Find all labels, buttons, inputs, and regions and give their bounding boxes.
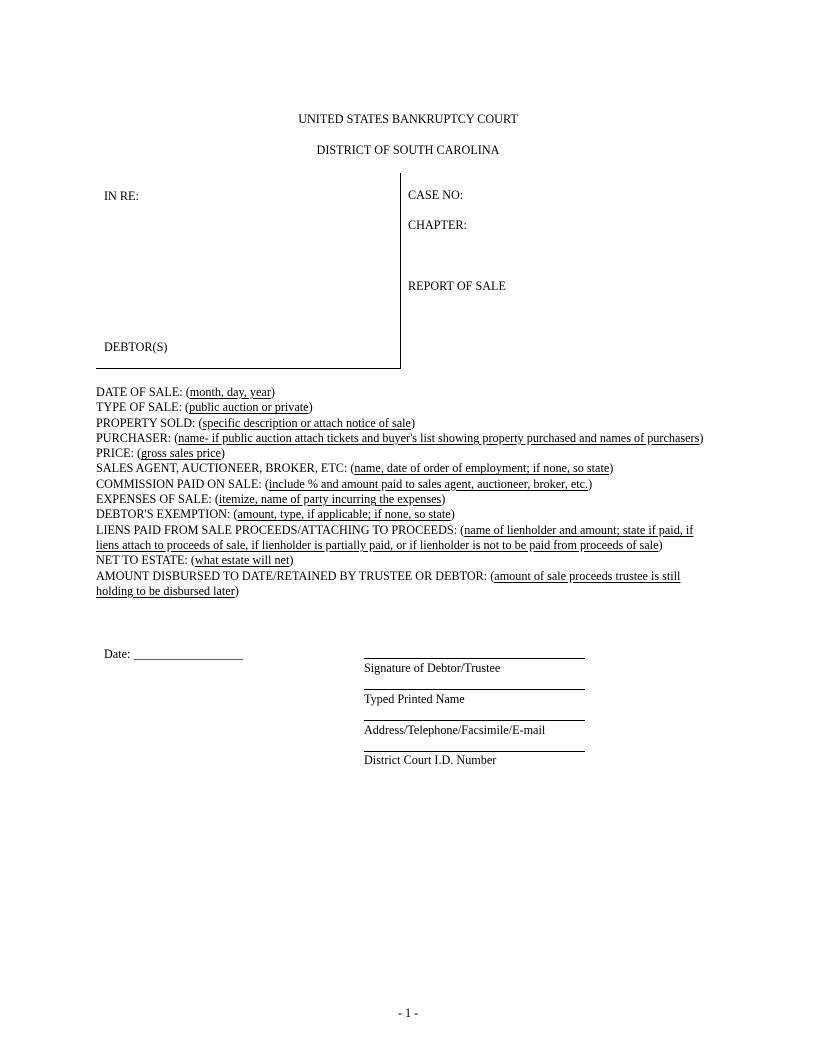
caption-vertical-rule bbox=[400, 173, 401, 369]
field-price: PRICE: (gross sales price) bbox=[96, 446, 225, 461]
caption-horizontal-rule bbox=[96, 368, 401, 369]
date-field: Date: __________________ bbox=[104, 647, 244, 661]
chapter-label: CHAPTER: bbox=[408, 218, 467, 232]
field-property-sold: PROPERTY SOLD: (specific description or attach notice of sale) bbox=[96, 415, 416, 430]
report-fields bbox=[96, 385, 718, 599]
field-amount-disbursed: AMOUNT DISBURSED TO DATE/RETAINED BY TRUSTEE OR DEBTOR: (amount of sale proceeds trustee is still holding to be disbursed later) bbox=[96, 568, 681, 598]
field-commission: COMMISSION PAID ON SALE: (include % and amount paid to sales agent, auctioneer, broker, etc.) bbox=[96, 476, 593, 491]
printed-name-line bbox=[364, 689, 585, 690]
field-purchaser: PURCHASER: (name- if public auction attach tickets and buyer's list showing property purchased and names of purchasers) bbox=[96, 430, 704, 445]
field-sales-agent: SALES AGENT, AUCTIONEER, BROKER, ETC: (name, date of order of employment; if none, so state) bbox=[96, 461, 614, 476]
contact-label: Address/Telephone/Facsimile/E-mail bbox=[364, 723, 546, 737]
court-name: UNITED STATES BANKRUPTCY COURT bbox=[298, 112, 518, 126]
signature-label: Signature of Debtor/Trustee bbox=[364, 661, 501, 675]
debtors-label: DEBTOR(S) bbox=[104, 340, 168, 354]
signature-line bbox=[364, 658, 585, 659]
contact-line bbox=[364, 720, 585, 721]
in-re-label: IN RE: bbox=[104, 189, 139, 203]
field-type-of-sale: TYPE OF SALE: (public auction or private) bbox=[96, 400, 313, 415]
court-id-label: District Court I.D. Number bbox=[364, 753, 497, 767]
field-net-to-estate: NET TO ESTATE: (what estate will net) bbox=[96, 553, 294, 568]
court-id-line bbox=[364, 751, 585, 752]
field-liens: LIENS PAID FROM SALE PROCEEDS/ATTACHING TO PROCEEDS: (name of lienholder and amount; state if paid, if liens attach to proceeds of sale, if lienholder is partially paid, or if lienholder is not to be paid from proceeds of sale) bbox=[96, 522, 694, 552]
district-name: DISTRICT OF SOUTH CAROLINA bbox=[316, 143, 500, 157]
field-expenses: EXPENSES OF SALE: (itemize, name of party incurring the expenses) bbox=[96, 492, 446, 507]
field-debtor-exemption: DEBTOR'S EXEMPTION: (amount, type, if applicable; if none, so state) bbox=[96, 507, 455, 522]
document-title: REPORT OF SALE bbox=[408, 279, 506, 293]
field-date-of-sale: DATE OF SALE: (month, day, year) bbox=[96, 385, 275, 399]
page-number: - 1 - bbox=[397, 1006, 419, 1020]
printed-name-label: Typed Printed Name bbox=[364, 692, 465, 706]
case-number-label: CASE NO: bbox=[408, 188, 464, 202]
